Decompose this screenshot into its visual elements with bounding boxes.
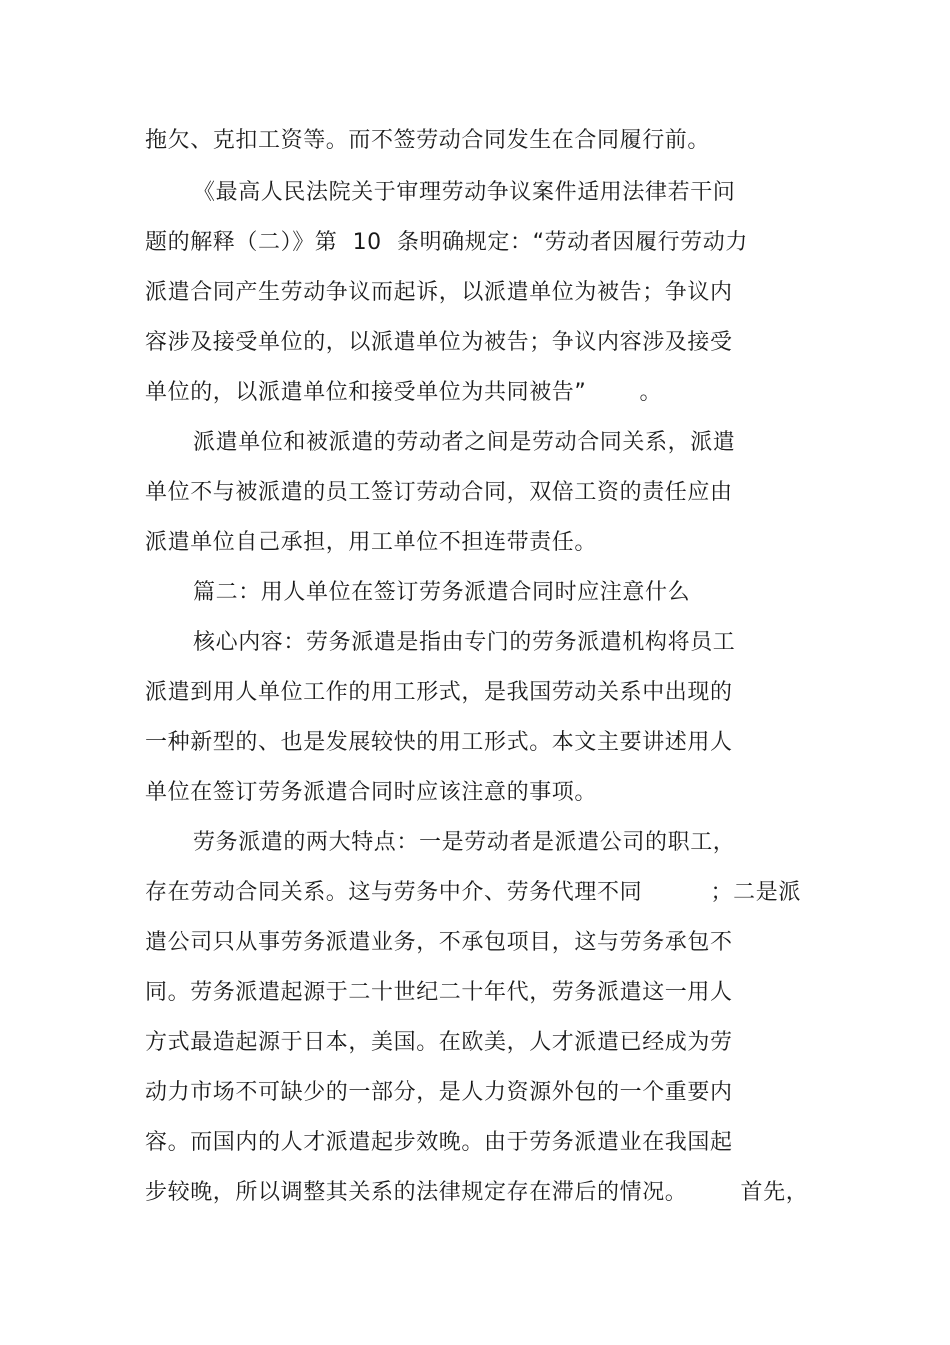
- text-line: 拖欠、克扣工资等。而不签劳动合同发生在合同履行前。: [145, 128, 711, 153]
- text-line: 动力市场不可缺少的一部分，是人力资源外包的一个重要内: [145, 1080, 733, 1105]
- text-line: 方式最造起源于日本，美国。在欧美，人才派遣已经成为劳: [145, 1030, 733, 1055]
- text-line: 同。劳务派遣起源于二十世纪二十年代，劳务派遣这一用人: [145, 980, 733, 1005]
- text-line: 遣公司只从事劳务派遣业务，不承包项目，这与劳务承包不: [145, 930, 733, 955]
- text-line: 步较晚，所以调整其关系的法律规定存在滞后的情况。 首先，: [145, 1180, 809, 1205]
- text-line: 单位的，以派遣单位和接受单位为共同被告” 。: [145, 380, 663, 405]
- text-line: 派遣合同产生劳动争议而起诉，以派遣单位为被告；争议内: [145, 280, 733, 305]
- text-line: 劳务派遣的两大特点：一是劳动者是派遣公司的职工，: [193, 830, 736, 855]
- text-line: 存在劳动合同关系。这与劳务中介、劳务代理不同 ；二是派: [145, 880, 801, 905]
- text-line: 容。而国内的人才派遣起步效晚。由于劳务派遣业在我国起: [145, 1130, 733, 1155]
- text-line: 核心内容：劳务派遣是指由专门的劳务派遣机构将员工: [193, 630, 736, 655]
- text-line: 单位不与被派遣的员工签订劳动合同，双倍工资的责任应由: [145, 480, 733, 505]
- text-line: 容涉及接受单位的，以派遣单位为被告；争议内容涉及接受: [145, 330, 733, 355]
- text-line: 派遣单位自己承担，用工单位不担连带责任。: [145, 530, 598, 555]
- section-heading: 篇二：用人单位在签订劳务派遣合同时应注意什么: [193, 580, 691, 605]
- text-line: 一种新型的、也是发展较快的用工形式。本文主要讲述用人: [145, 730, 733, 755]
- text-line: 派遣单位和被派遣的劳动者之间是劳动合同关系，派遣: [193, 430, 736, 455]
- text-line: 派遣到用人单位工作的用工形式，是我国劳动关系中出现的: [145, 680, 733, 705]
- text-line: 单位在签订劳务派遣合同时应该注意的事项。: [145, 780, 598, 805]
- text-line: 《最高人民法院关于审理劳动争议案件适用法律若干问: [193, 180, 736, 205]
- text-line: 题的解释（二）》第 10 条明确规定：“劳动者因履行劳动力: [145, 230, 748, 255]
